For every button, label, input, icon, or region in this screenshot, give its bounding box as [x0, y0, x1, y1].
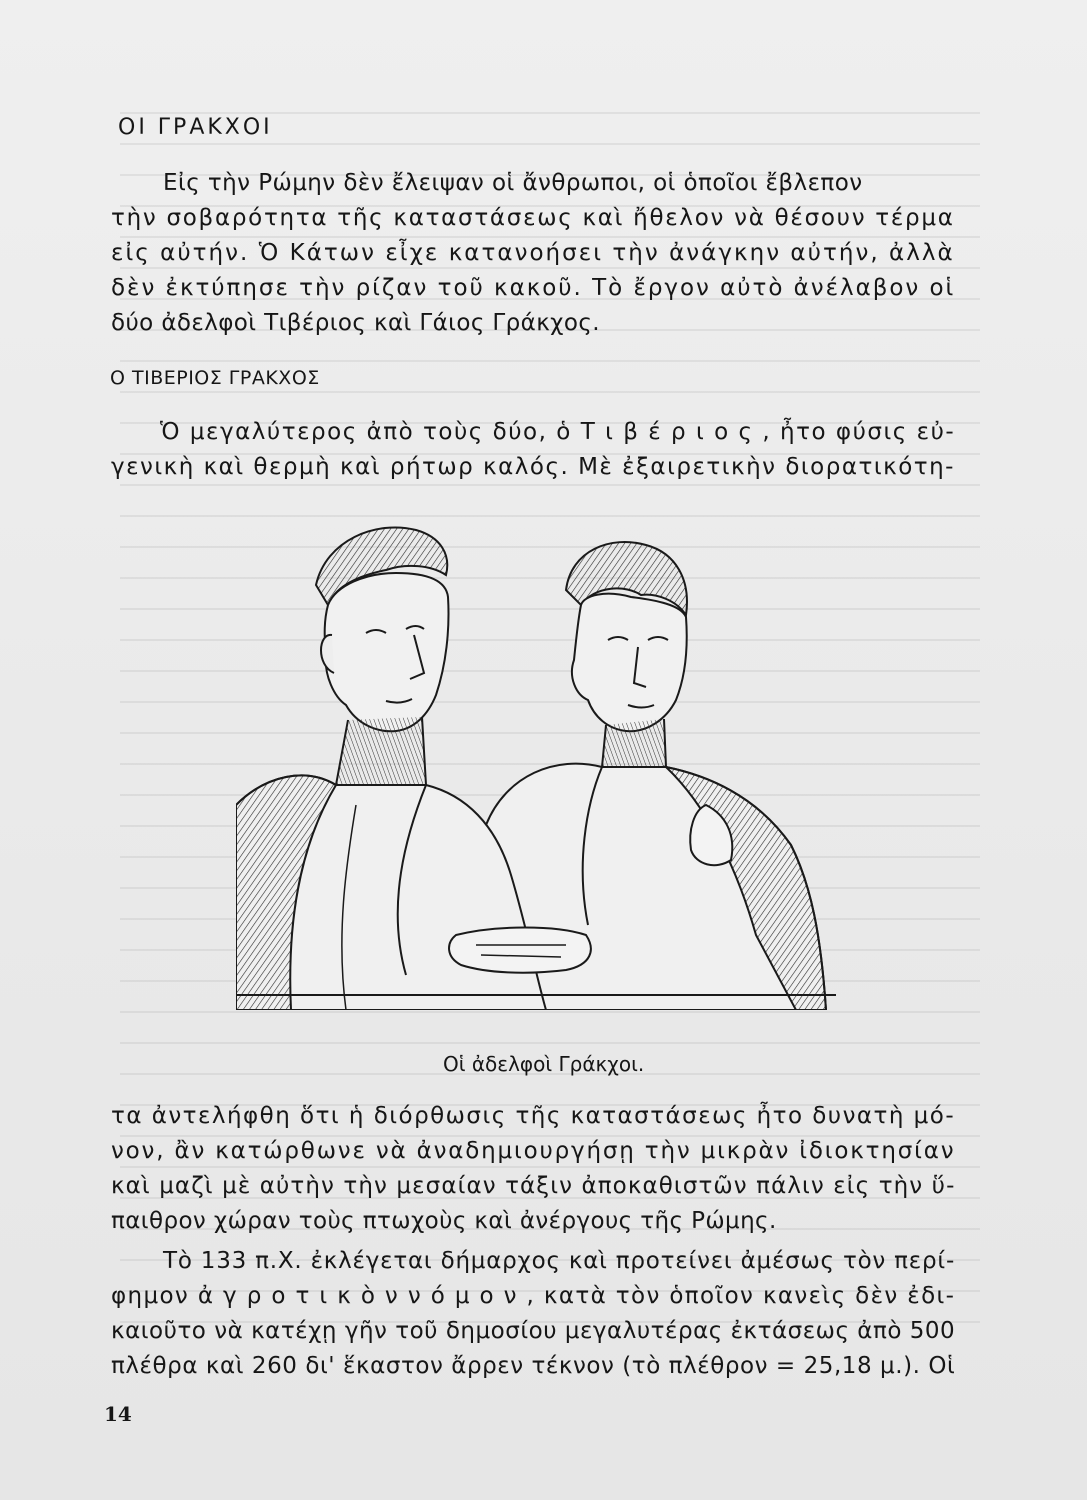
- page-number: 14: [104, 1402, 132, 1426]
- text-line: Εἰς τὴν Ρώμην δὲν ἔλειψαν οἱ ἄνθρωποι, οἱ ὁποῖοι ἔβλεπον: [163, 170, 863, 196]
- text-line: δύο ἀδελφοὶ Τιβέριος καὶ Γάιος Γράκχος.: [111, 310, 600, 336]
- gracchi-brothers-illustration: [236, 505, 866, 1010]
- text-line: γενικὴ καὶ θερμὴ καὶ ρήτωρ καλός. Μὲ ἐξαιρετικὴν διορατικότη-: [111, 454, 955, 480]
- text-line: δὲν ἐκτύπησε τὴν ρίζαν τοῦ κακοῦ. Τὸ ἔργον αὐτὸ ἀνέλαβον οἱ: [111, 275, 956, 301]
- text-line: φημον ἀ γ ρ ο τ ι κ ὸ ν ν ό μ ο ν , κατὰ τὸν ὁποῖον κανεὶς δὲν ἐδι-: [111, 1283, 956, 1309]
- text-line: παιθρον χώραν τοὺς πτωχοὺς καὶ ἀνέργους τῆς Ρώμης.: [111, 1208, 777, 1234]
- text-line: εἰς αὐτήν. Ὁ Κάτων εἶχε κατανοήσει τὴν ἀνάγκην αὐτήν, ἀλλὰ: [111, 240, 955, 266]
- text-line: τα ἀντελήφθη ὅτι ἡ διόρθωσις τῆς καταστάσεως ἦτο δυνατὴ μό-: [111, 1103, 956, 1129]
- text-line: Ὁ μεγαλύτερος ἀπὸ τοὺς δύο, ὁ Τ ι β έ ρ ι ο ς , ἦτο φύσις εὐ-: [160, 419, 956, 445]
- section-subheading: Ο ΤΙΒΕΡΙΟΣ ΓΡΑΚΧΟΣ: [110, 367, 320, 389]
- text-line: πλέθρα καὶ 260 δι' ἕκαστον ἄρρεν τέκνον (τὸ πλέθρον = 25,18 μ.). Οἱ: [111, 1353, 956, 1379]
- text-line: νον, ἂν κατώρθωνε νὰ ἀναδημιουργήσῃ τὴν μικρὰν ἰδιοκτησίαν: [111, 1138, 956, 1164]
- text-line: καὶ μαζὶ μὲ αὐτὴν τὴν μεσαίαν τάξιν ἀποκαθιστῶν πάλιν εἰς τὴν ὕ-: [111, 1173, 956, 1199]
- illustration-caption: Οἱ ἀδελφοὶ Γράκχοι.: [443, 1052, 645, 1076]
- chapter-heading: ΟΙ ΓΡΑΚΧΟΙ: [118, 115, 273, 140]
- text-line: Τὸ 133 π.Χ. ἐκλέγεται δήμαρχος καὶ προτείνει ἀμέσως τὸν περί-: [163, 1248, 956, 1274]
- text-line: καιοῦτο νὰ κατέχῃ γῆν τοῦ δημοσίου μεγαλυτέρας ἐκτάσεως ἀπὸ 500: [111, 1318, 956, 1344]
- text-line: τὴν σοβαρότητα τῆς καταστάσεως καὶ ἤθελον νὰ θέσουν τέρμα: [111, 205, 955, 231]
